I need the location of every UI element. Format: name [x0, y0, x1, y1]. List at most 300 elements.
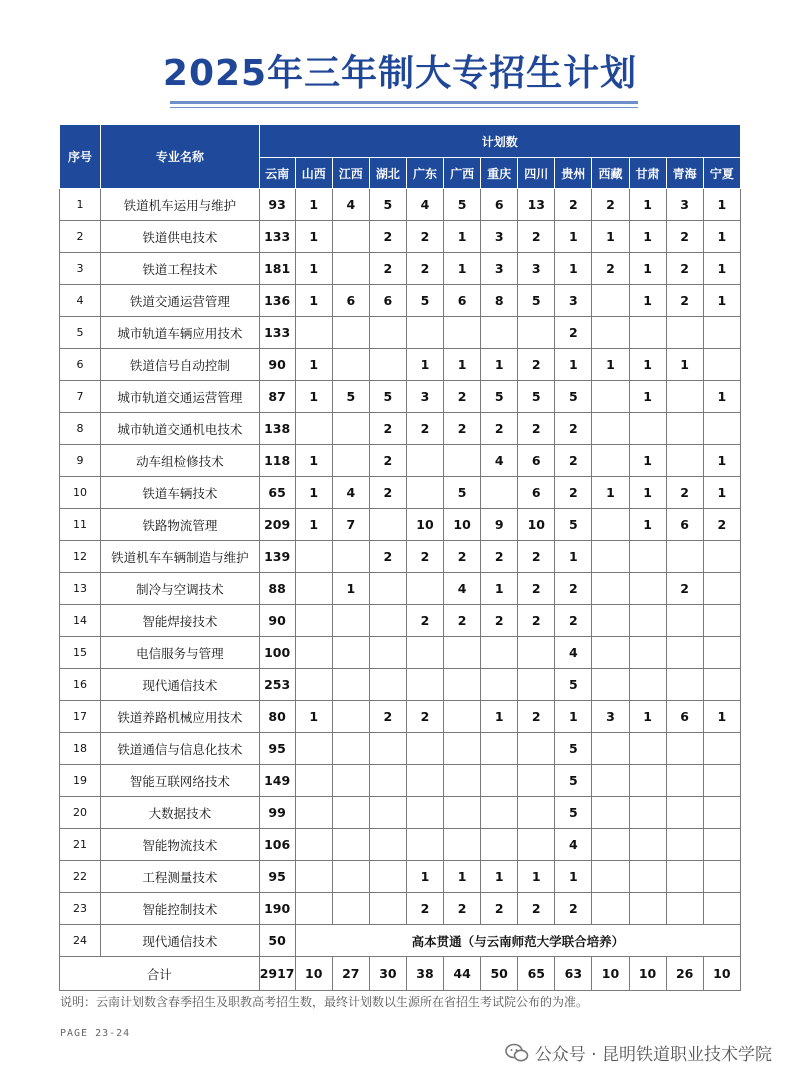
row-value: 4 [406, 189, 443, 221]
row-value: 2 [666, 573, 703, 605]
total-value: 26 [666, 957, 703, 991]
row-value: 2 [555, 605, 592, 637]
row-value: 6 [518, 477, 555, 509]
row-value: 2 [518, 541, 555, 573]
header-region: 江西 [332, 158, 369, 189]
row-value [444, 829, 481, 861]
row-value [369, 669, 406, 701]
row-value: 2 [444, 605, 481, 637]
row-value [332, 349, 369, 381]
row-value [295, 829, 332, 861]
row-value [369, 509, 406, 541]
row-value [369, 893, 406, 925]
row-value: 1 [295, 349, 332, 381]
row-value: 2 [518, 413, 555, 445]
row-seq: 12 [60, 541, 101, 573]
row-value [592, 445, 629, 477]
row-value [369, 765, 406, 797]
row-value: 1 [555, 861, 592, 893]
row-major-name: 铁道信号自动控制 [101, 349, 259, 381]
row-value: 65 [259, 477, 295, 509]
table-row [60, 285, 741, 317]
row-value [666, 317, 703, 349]
row-seq: 14 [60, 605, 101, 637]
row-value: 5 [444, 477, 481, 509]
row-value [703, 797, 740, 829]
row-value [666, 605, 703, 637]
row-value: 5 [555, 381, 592, 413]
row-major-name: 智能互联网络技术 [101, 765, 259, 797]
row-value [332, 733, 369, 765]
row-value: 1 [629, 221, 666, 253]
row-value: 4 [555, 829, 592, 861]
table-row [60, 413, 741, 445]
row-value [592, 765, 629, 797]
row-program-note: 高本贯通（与云南师范大学联合培养） [295, 925, 740, 957]
table-row [60, 733, 741, 765]
row-value: 2 [369, 413, 406, 445]
row-value: 106 [259, 829, 295, 861]
row-value: 2 [406, 221, 443, 253]
row-value: 1 [518, 861, 555, 893]
row-value [629, 797, 666, 829]
row-value: 1 [629, 509, 666, 541]
row-value [518, 765, 555, 797]
row-value: 2 [369, 221, 406, 253]
enrollment-plan-table [59, 124, 741, 991]
row-value [666, 669, 703, 701]
row-value [481, 477, 518, 509]
row-value: 2 [666, 221, 703, 253]
header-region: 青海 [666, 158, 703, 189]
row-major-name: 铁道供电技术 [101, 221, 259, 253]
row-value [518, 669, 555, 701]
row-value [592, 861, 629, 893]
row-value: 2 [369, 541, 406, 573]
row-value [666, 541, 703, 573]
row-value: 1 [703, 381, 740, 413]
row-value: 2 [369, 701, 406, 733]
row-value: 1 [295, 189, 332, 221]
row-seq: 1 [60, 189, 101, 221]
row-value [295, 893, 332, 925]
row-seq: 11 [60, 509, 101, 541]
row-value: 4 [332, 477, 369, 509]
row-major-name: 现代通信技术 [101, 925, 259, 957]
row-value: 5 [481, 381, 518, 413]
row-value: 2 [444, 381, 481, 413]
row-value: 1 [629, 253, 666, 285]
row-value [666, 861, 703, 893]
table-row [60, 669, 741, 701]
row-major-name: 城市轨道交通运营管理 [101, 381, 259, 413]
total-value: 2917 [259, 957, 295, 991]
row-major-name: 动车组检修技术 [101, 445, 259, 477]
row-value [592, 605, 629, 637]
table-row [60, 637, 741, 669]
header-region: 四川 [518, 158, 555, 189]
row-value: 9 [481, 509, 518, 541]
row-value [703, 349, 740, 381]
total-value: 50 [481, 957, 518, 991]
table-row [60, 573, 741, 605]
row-value [703, 669, 740, 701]
row-value: 2 [518, 605, 555, 637]
header-region: 宁夏 [703, 158, 740, 189]
table-total-row [60, 957, 741, 991]
row-value: 5 [555, 669, 592, 701]
total-value: 44 [444, 957, 481, 991]
row-value [592, 797, 629, 829]
row-value: 10 [406, 509, 443, 541]
row-value [666, 445, 703, 477]
table-row [60, 829, 741, 861]
row-value [332, 861, 369, 893]
row-value: 2 [481, 605, 518, 637]
total-value: 65 [518, 957, 555, 991]
row-value [666, 381, 703, 413]
row-major-name: 城市轨道交通机电技术 [101, 413, 259, 445]
row-value: 1 [406, 861, 443, 893]
row-major-name: 智能物流技术 [101, 829, 259, 861]
row-value [332, 253, 369, 285]
row-major-name: 工程测量技术 [101, 861, 259, 893]
row-value [666, 637, 703, 669]
row-value [444, 797, 481, 829]
row-value: 2 [555, 445, 592, 477]
row-value [518, 797, 555, 829]
row-major-name: 现代通信技术 [101, 669, 259, 701]
row-major-name: 电信服务与管理 [101, 637, 259, 669]
row-value [295, 861, 332, 893]
row-value: 5 [332, 381, 369, 413]
row-value [444, 733, 481, 765]
row-value [369, 797, 406, 829]
row-value: 93 [259, 189, 295, 221]
row-value [703, 317, 740, 349]
row-value [444, 445, 481, 477]
row-major-name: 铁道机车运用与维护 [101, 189, 259, 221]
row-value: 2 [666, 477, 703, 509]
row-value: 6 [369, 285, 406, 317]
row-value [481, 669, 518, 701]
table-row [60, 477, 741, 509]
row-value: 3 [666, 189, 703, 221]
row-value: 2 [592, 253, 629, 285]
table-row [60, 701, 741, 733]
row-value [406, 637, 443, 669]
row-value: 1 [406, 349, 443, 381]
row-value [332, 445, 369, 477]
row-value [332, 701, 369, 733]
row-seq: 15 [60, 637, 101, 669]
row-value: 1 [295, 285, 332, 317]
total-value: 38 [406, 957, 443, 991]
row-value: 1 [444, 349, 481, 381]
row-value: 1 [592, 477, 629, 509]
row-major-name: 制冷与空调技术 [101, 573, 259, 605]
row-value [406, 829, 443, 861]
row-value [369, 829, 406, 861]
row-value [703, 733, 740, 765]
total-value: 63 [555, 957, 592, 991]
row-value: 2 [406, 541, 443, 573]
total-value: 10 [629, 957, 666, 991]
row-value [592, 669, 629, 701]
header-plan-count: 计划数 [259, 125, 740, 158]
row-value: 2 [518, 349, 555, 381]
row-value: 1 [629, 381, 666, 413]
header-seq: 序号 [60, 125, 101, 189]
row-value: 136 [259, 285, 295, 317]
row-value: 50 [259, 925, 295, 957]
row-value: 5 [369, 381, 406, 413]
row-value [332, 669, 369, 701]
row-value: 4 [332, 189, 369, 221]
row-value [666, 829, 703, 861]
row-value: 4 [555, 637, 592, 669]
row-seq: 22 [60, 861, 101, 893]
row-value: 1 [555, 221, 592, 253]
row-seq: 20 [60, 797, 101, 829]
row-seq: 4 [60, 285, 101, 317]
row-value: 3 [518, 253, 555, 285]
row-value [629, 861, 666, 893]
row-value [629, 829, 666, 861]
row-value: 139 [259, 541, 295, 573]
row-value: 10 [518, 509, 555, 541]
table-row [60, 253, 741, 285]
table-row [60, 381, 741, 413]
row-value [592, 541, 629, 573]
row-value: 3 [555, 285, 592, 317]
header-region: 甘肃 [629, 158, 666, 189]
row-value [518, 733, 555, 765]
row-value [518, 829, 555, 861]
row-value: 1 [703, 285, 740, 317]
row-value: 1 [703, 221, 740, 253]
row-value [295, 797, 332, 829]
row-value [629, 893, 666, 925]
row-value: 2 [406, 413, 443, 445]
row-value [332, 637, 369, 669]
row-value: 5 [406, 285, 443, 317]
row-value: 2 [555, 317, 592, 349]
row-value [666, 413, 703, 445]
row-value [369, 349, 406, 381]
row-value: 7 [332, 509, 369, 541]
row-value: 2 [518, 221, 555, 253]
row-value [592, 413, 629, 445]
row-seq: 2 [60, 221, 101, 253]
row-value: 1 [444, 221, 481, 253]
page-title: 2025年三年制大专招生计划 [162, 53, 638, 94]
row-value: 209 [259, 509, 295, 541]
row-value: 2 [369, 477, 406, 509]
row-value: 190 [259, 893, 295, 925]
row-value [703, 765, 740, 797]
row-value: 3 [481, 253, 518, 285]
row-value [406, 669, 443, 701]
page-number: PAGE 23-24 [60, 1028, 131, 1039]
row-value [406, 445, 443, 477]
row-value: 1 [295, 701, 332, 733]
row-value [295, 573, 332, 605]
row-value: 87 [259, 381, 295, 413]
table-row [60, 509, 741, 541]
row-value [369, 637, 406, 669]
header-major: 专业名称 [101, 125, 259, 189]
row-value [295, 413, 332, 445]
row-value [666, 733, 703, 765]
row-value: 1 [629, 701, 666, 733]
row-value: 149 [259, 765, 295, 797]
row-value [703, 573, 740, 605]
row-value [406, 797, 443, 829]
row-value: 1 [703, 253, 740, 285]
row-value [703, 637, 740, 669]
row-value: 138 [259, 413, 295, 445]
row-value [406, 733, 443, 765]
row-seq: 7 [60, 381, 101, 413]
row-value: 1 [592, 221, 629, 253]
row-value: 6 [481, 189, 518, 221]
table-row [60, 445, 741, 477]
row-value: 2 [518, 893, 555, 925]
row-value: 2 [555, 893, 592, 925]
row-major-name: 大数据技术 [101, 797, 259, 829]
row-value: 5 [555, 797, 592, 829]
row-value [332, 541, 369, 573]
row-value: 88 [259, 573, 295, 605]
row-value: 1 [444, 861, 481, 893]
row-seq: 5 [60, 317, 101, 349]
table-row [60, 349, 741, 381]
row-value: 5 [518, 285, 555, 317]
row-value: 95 [259, 733, 295, 765]
row-value [629, 637, 666, 669]
row-value [332, 829, 369, 861]
row-seq: 8 [60, 413, 101, 445]
watermark [505, 1040, 772, 1065]
row-value: 1 [555, 541, 592, 573]
table-row [60, 317, 741, 349]
row-value: 6 [666, 509, 703, 541]
row-value [295, 765, 332, 797]
row-value [332, 797, 369, 829]
row-value [481, 797, 518, 829]
row-value [295, 669, 332, 701]
row-value: 1 [703, 189, 740, 221]
row-value: 1 [332, 573, 369, 605]
row-value [518, 637, 555, 669]
row-seq: 9 [60, 445, 101, 477]
row-value [444, 669, 481, 701]
row-value: 1 [629, 349, 666, 381]
row-value: 1 [703, 477, 740, 509]
header-region: 湖北 [369, 158, 406, 189]
row-value [666, 893, 703, 925]
row-value: 118 [259, 445, 295, 477]
row-seq: 16 [60, 669, 101, 701]
row-value: 2 [592, 189, 629, 221]
row-value: 2 [518, 573, 555, 605]
row-value: 2 [481, 413, 518, 445]
table-row [60, 861, 741, 893]
row-value: 133 [259, 221, 295, 253]
row-major-name: 铁道机车车辆制造与维护 [101, 541, 259, 573]
title-underline [170, 101, 638, 104]
row-value: 1 [481, 573, 518, 605]
table-row [60, 765, 741, 797]
row-value: 1 [295, 509, 332, 541]
row-value [332, 221, 369, 253]
title-underline-thin [170, 107, 638, 108]
header-region: 广东 [406, 158, 443, 189]
row-value [295, 637, 332, 669]
row-value: 133 [259, 317, 295, 349]
row-seq: 24 [60, 925, 101, 957]
row-value: 5 [518, 381, 555, 413]
row-value [332, 893, 369, 925]
row-seq: 10 [60, 477, 101, 509]
row-value [592, 573, 629, 605]
row-value [444, 637, 481, 669]
row-value [703, 605, 740, 637]
row-value: 4 [444, 573, 481, 605]
row-value: 5 [555, 765, 592, 797]
row-value: 2 [406, 253, 443, 285]
row-value [406, 573, 443, 605]
row-major-name: 铁道通信与信息化技术 [101, 733, 259, 765]
row-value: 2 [369, 253, 406, 285]
row-value: 8 [481, 285, 518, 317]
row-value: 90 [259, 605, 295, 637]
row-value [703, 893, 740, 925]
row-value: 1 [555, 349, 592, 381]
row-value [592, 637, 629, 669]
row-value [295, 317, 332, 349]
row-value: 1 [295, 477, 332, 509]
row-value [592, 893, 629, 925]
row-value: 3 [406, 381, 443, 413]
row-value [444, 701, 481, 733]
row-seq: 19 [60, 765, 101, 797]
row-value: 95 [259, 861, 295, 893]
row-value: 3 [481, 221, 518, 253]
row-value: 2 [555, 573, 592, 605]
row-major-name: 铁道养路机械应用技术 [101, 701, 259, 733]
row-value [629, 669, 666, 701]
row-value: 1 [592, 349, 629, 381]
row-major-name: 城市轨道车辆应用技术 [101, 317, 259, 349]
row-value [629, 733, 666, 765]
row-value [629, 541, 666, 573]
header-region: 云南 [259, 158, 295, 189]
row-value: 2 [481, 541, 518, 573]
footnote: 说明：云南计划数含春季招生及职教高考招生数，最终计划数以生源所在省招生考试院公布的为准。 [60, 995, 589, 1009]
row-value [666, 765, 703, 797]
row-value [592, 381, 629, 413]
row-value: 2 [406, 605, 443, 637]
row-seq: 3 [60, 253, 101, 285]
row-value [295, 605, 332, 637]
row-value [629, 605, 666, 637]
total-label: 合计 [60, 957, 260, 991]
row-value: 1 [295, 221, 332, 253]
row-seq: 17 [60, 701, 101, 733]
row-value [295, 541, 332, 573]
